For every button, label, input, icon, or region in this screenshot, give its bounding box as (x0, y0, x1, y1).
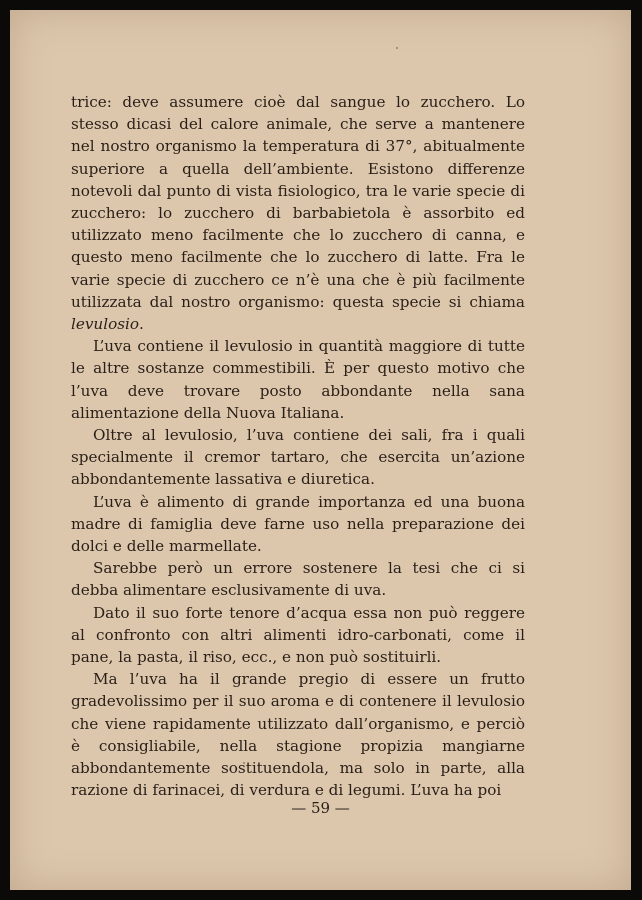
paragraph (71, 491, 525, 558)
page-number: — 59 — (291, 799, 350, 817)
text-run: Ma l’uva ha il grande pregio di essere un frutto gradevolissimo per il suo aroma e di contenere il levulosio che viene rapidamente utilizzato dall’organismo, e perciò è consigliabile, nella stagione propizia mangiarne abbondantemente sostituendola, ma solo in parte, alla razione di farinacei, di verdura e di legumi. L’uva ha poi (71, 670, 525, 800)
text-run: trice: deve assumere cioè dal sangue lo zucchero. Lo stesso dicasi del calore animale, che serve a mantenere nel nostro organismo la temperatura di 37°, abitualmente superiore a quella dell’ambiente. Esistono differenze notevoli dal punto di vista fisiologico, tra le varie specie di zucchero: lo zucchero di barbabietola è assorbito ed utilizzato meno facilmente che lo zucchero di canna, e questo meno facilmente che lo zucchero di latte. Fra le varie specie di zucchero ce n’è una che è più facilmente utilizzata dal nostro organismo: questa specie si chiama (71, 93, 525, 311)
paragraph (71, 602, 525, 669)
book-page (10, 10, 631, 890)
paragraph (71, 557, 525, 601)
paragraph (71, 335, 525, 424)
paragraph (71, 424, 525, 491)
text-run: L’uva contiene il levulosio in quantità maggiore di tutte le altre sostanze commestibili. È per questo motivo che l’uva deve trovare posto abbondante nella sana alimentazione della Nuova Italiana. (71, 337, 525, 422)
paragraph (71, 91, 525, 335)
text-run: L’uva è alimento di grande importanza ed una buona madre di famiglia deve farne uso nella preparazione dei dolci e delle marmellate. (71, 492, 525, 556)
body-text (71, 91, 525, 802)
text-run: Oltre al levulosio, l’uva contiene dei sali, fra i quali specialmente il cremor tartaro, che esercita un’azione abbondantemente lassativa e diuretica. (71, 426, 525, 489)
text-run: . (139, 315, 144, 334)
text-run: Dato il suo forte tenore d’acqua essa non può reggere al confronto con altri alimenti idro-carbonati, come il pane, la pasta, il riso, ecc., e non può sostituirli. (71, 603, 525, 667)
italic-term: levulosio (71, 315, 140, 334)
paper-speck (396, 47, 398, 49)
paragraph (71, 668, 525, 801)
text-run: Sarebbe però un errore sostenere la tesi che ci si debba alimentare esclusivamente di uva. (71, 559, 525, 600)
